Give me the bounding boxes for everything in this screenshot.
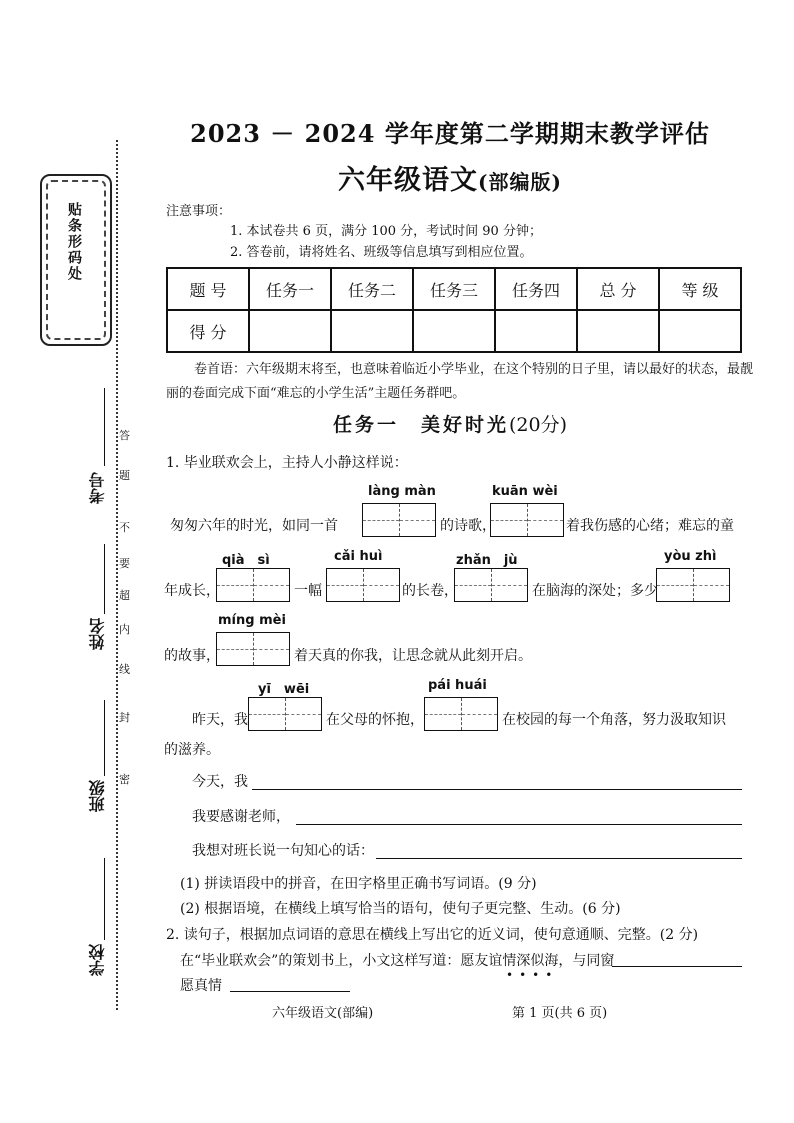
school-label: 学校: [88, 944, 107, 976]
binding-char: 答: [119, 429, 130, 442]
score-header-cell: 任务一: [249, 268, 331, 310]
score-cell[interactable]: [249, 310, 331, 352]
tianzige-grid[interactable]: [216, 632, 290, 666]
q1-sub2: (2) 根据语境，在横线上填写恰当的语句，使句子更完整、生动。(6 分): [180, 901, 621, 917]
exam-subject-title: [150, 158, 750, 197]
tianzige-grid[interactable]: [326, 568, 400, 602]
pinyin: cǎi huì: [334, 549, 383, 564]
text-segment: 在校园的每一个角落，努力汲取知识: [502, 712, 726, 728]
binding-line: [116, 140, 118, 1010]
note-item: 2. 答卷前，请将姓名、班级等信息填写到相应位置。: [230, 245, 533, 260]
school-field[interactable]: [104, 858, 105, 940]
answer-line[interactable]: [252, 789, 742, 790]
name-field[interactable]: [104, 544, 105, 614]
score-cell[interactable]: [659, 310, 741, 352]
tianzige-grid[interactable]: [362, 503, 436, 537]
score-header-cell: 任务三: [413, 268, 495, 310]
text-segment: 匆匆六年的时光，如同一首: [170, 518, 338, 534]
text-segment: 着我伤感的心绪；难忘的童: [566, 518, 734, 534]
text-segment: 的滋养。: [164, 742, 220, 758]
score-cell[interactable]: [495, 310, 577, 352]
score-header-cell: 任务四: [495, 268, 577, 310]
prompt-monitor: 我想对班长说一句知心的话：: [192, 843, 374, 859]
q2-stem: 2. 读句子，根据加点词语的意思在横线上写出它的近义词，使句意通顺、完整。(2 分): [166, 927, 699, 943]
binding-char: 题: [119, 469, 130, 482]
text-segment: 的故事，: [164, 648, 220, 664]
pinyin: pái huái: [428, 678, 487, 693]
class-field[interactable]: [104, 700, 105, 776]
pinyin: yī wēi: [258, 682, 310, 697]
score-header-cell: 题 号: [167, 268, 249, 310]
pinyin: làng màn: [368, 484, 436, 499]
score-header-cell: 任务二: [331, 268, 413, 310]
tianzige-grid[interactable]: [454, 568, 528, 602]
q1-sub1: (1) 拼读语段中的拼音，在田字格里正确书写词语。(9 分): [180, 876, 537, 892]
q2-line1: 在“毕业联欢会”的策划书上，小文这样写道：愿友谊情深似海，与同窗: [180, 953, 615, 969]
notes-heading: 注意事项：: [166, 204, 232, 219]
pinyin: kuān wèi: [492, 484, 558, 499]
binding-char: 线: [119, 663, 130, 676]
tianzige-grid[interactable]: [216, 568, 290, 602]
binding-char: 内: [119, 623, 130, 636]
pinyin: míng mèi: [218, 613, 286, 628]
score-header-cell: 等 级: [659, 268, 741, 310]
score-row-label: 得 分: [167, 310, 249, 352]
task1-points: (20分): [509, 414, 568, 436]
lead-paragraph: 卷首语：六年级期末将至，也意味着临近小学毕业，在这个特别的日子里，请以最好的状态，最靓丽的卷面完成下面“难忘的小学生活”主题任务群吧。: [166, 362, 754, 401]
footer-page: 第 1 页(共 6 页): [512, 1006, 608, 1021]
exam-title: 2023 － 2024 学年度第二学期期末教学评估: [190, 119, 710, 148]
prompt-today: 今天，我: [192, 774, 248, 790]
task1-name: 任务一 美好时光: [332, 414, 509, 436]
text-segment: 年成长，: [164, 583, 220, 599]
text-segment: 昨天，我: [192, 712, 248, 728]
pinyin: yòu zhì: [664, 549, 717, 564]
text-segment: 的长卷，: [402, 583, 458, 599]
binding-char: 不: [119, 521, 130, 534]
exam-no-label: 考号: [88, 472, 107, 504]
score-table: [166, 267, 742, 353]
binding-char: 密: [119, 773, 130, 786]
subject-name: 六年级语文: [338, 165, 479, 196]
q1-stem: 1. 毕业联欢会上，主持人小静这样说：: [166, 455, 408, 471]
tianzige-grid[interactable]: [490, 503, 564, 537]
binding-char: 超: [119, 589, 130, 602]
text-segment: 在脑海的深处；多少: [532, 583, 658, 599]
answer-line[interactable]: [612, 966, 742, 967]
pinyin: zhǎn jù: [456, 553, 518, 568]
text-segment: 在父母的怀抱，: [326, 712, 424, 728]
binding-char: 封: [119, 711, 130, 724]
edition: (部编版): [478, 170, 562, 194]
tianzige-grid[interactable]: [424, 697, 498, 731]
text-segment: 一幅: [294, 583, 322, 599]
note-item: 1. 本试卷共 6 页，满分 100 分，考试时间 90 分钟；: [230, 224, 542, 239]
answer-line[interactable]: [376, 858, 742, 859]
class-label: 班级: [88, 780, 107, 812]
answer-line[interactable]: [230, 991, 350, 992]
footer-subject: 六年级语文(部编): [272, 1006, 374, 1021]
prompt-thanks: 我要感谢老师，: [192, 809, 290, 825]
task1-title: [150, 410, 750, 437]
q2-line2: 愿真情: [180, 978, 222, 994]
answer-line[interactable]: [296, 824, 742, 825]
tianzige-grid[interactable]: [656, 568, 730, 602]
name-label: 姓名: [88, 618, 107, 650]
text-segment: 着天真的你我，让思念就从此刻开启。: [294, 648, 532, 664]
score-cell[interactable]: [413, 310, 495, 352]
tianzige-grid[interactable]: [248, 697, 322, 731]
binding-char: 要: [119, 557, 130, 570]
barcode-sticker-label: 贴条形码处: [66, 202, 82, 282]
text-segment: 的诗歌，: [440, 518, 496, 534]
score-cell[interactable]: [577, 310, 659, 352]
score-cell[interactable]: [331, 310, 413, 352]
emphasis-dots: ••••: [506, 968, 559, 982]
score-header-cell: 总 分: [577, 268, 659, 310]
exam-no-field[interactable]: [104, 388, 105, 466]
pinyin: qià sì: [222, 553, 270, 568]
